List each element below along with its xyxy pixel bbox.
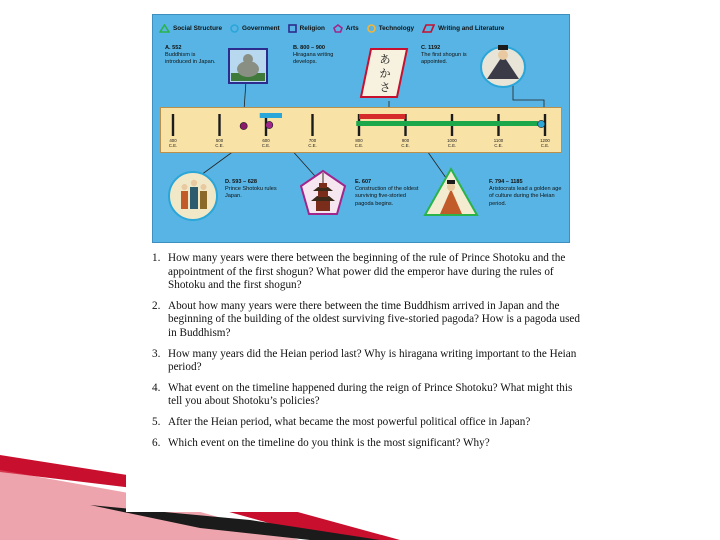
legend-label: Arts [345, 24, 359, 32]
tick-year: 1200 [540, 138, 550, 143]
legend-label: Writing and Literature [438, 24, 505, 32]
tick-year: 700 [308, 138, 317, 143]
event-f [489, 179, 565, 208]
event-a [165, 45, 223, 67]
shogun-image [481, 45, 525, 87]
tick-era: C.E. [401, 143, 410, 148]
event-description: Buddhism is introduced in Japan. [165, 52, 216, 66]
questions-list [152, 252, 582, 457]
timeline-point [538, 120, 545, 127]
question-text: How many years did the Heian period last? Why is hiragana writing important to the Heian period? [168, 347, 577, 374]
legend-label: Government [242, 24, 280, 32]
timeline-span [359, 114, 406, 119]
timeline-panel [152, 14, 570, 243]
event-b [293, 45, 357, 67]
tick-year: 600 [262, 138, 270, 143]
event-date: A. 552 [165, 45, 182, 51]
timeline-tick-label [442, 138, 462, 148]
timeline-tick [172, 114, 174, 136]
event-date: E. 607 [355, 179, 372, 185]
timeline-span [356, 121, 538, 126]
question-text: Which event on the timeline do you think is the most significant? Why? [168, 436, 490, 449]
event-description: Hiragana writing develops. [293, 52, 334, 66]
tick-era: C.E. [261, 143, 271, 148]
tick-era: C.E. [168, 143, 178, 148]
question-item [152, 252, 582, 293]
timeline-span [260, 113, 282, 118]
buddha-image [229, 49, 267, 83]
timeline-tick-label [303, 138, 323, 148]
question-item [152, 416, 582, 430]
timeline-tick [218, 114, 220, 136]
question-text: How many years were there between the beginning of the rule of Prince Shotoku and the appointment of the first shogun? What power did the emperor have during the rules of Shotoku and the first shogun? [168, 252, 566, 292]
question-number: 4. [152, 381, 161, 394]
timeline-point [240, 122, 247, 129]
event-d [225, 179, 277, 201]
legend-label: Religion [299, 24, 325, 32]
event-date: F. 794 – 1185 [489, 179, 523, 185]
tick-year: 1100 [493, 138, 504, 143]
tick-era: C.E. [215, 143, 224, 148]
tick-year: 1000 [447, 138, 457, 143]
hiragana-text [371, 53, 399, 95]
legend-label: Social Structure [173, 24, 223, 32]
event-date: B. 800 – 900 [293, 45, 326, 51]
event-date: D. 593 – 628 [225, 179, 258, 185]
question-number: 2. [152, 299, 161, 312]
question-item [152, 300, 582, 341]
pagoda-image [301, 171, 345, 214]
legend-label: Technology [378, 24, 415, 32]
tick-year: 500 [215, 138, 224, 143]
timeline-tick-label [535, 138, 555, 148]
timeline-tick-label [489, 138, 509, 148]
event-description: Prince Shotoku rules Japan. [225, 186, 277, 200]
question-number: 6. [152, 436, 161, 449]
event-description: Construction of the oldest surviving five-storied pagoda begins. [355, 186, 419, 207]
aristocrat-image [425, 169, 477, 215]
tick-era: C.E. [494, 143, 503, 148]
question-number: 1. [152, 252, 161, 264]
tick-era: C.E. [308, 143, 317, 148]
tick-era: C.E. [540, 143, 550, 148]
timeline-tick-label [163, 138, 183, 148]
event-c [421, 45, 477, 67]
tick-year: 800 [355, 138, 363, 143]
timeline-tick-label [210, 138, 230, 148]
question-text: What event on the timeline happened during the reign of Prince Shotoku? What might this tell you about Shotoku’s policies? [168, 381, 573, 408]
event-e [355, 179, 423, 208]
tick-year: 400 [169, 138, 177, 143]
question-item [152, 437, 582, 451]
question-number: 5. [152, 415, 161, 428]
timeline-point [266, 121, 273, 128]
question-text: About how many years were there between the time Buddhism arrived in Japan and the beginning of the building of the oldest surviving five-storied pagoda? How is a pagoda used in Buddhism? [168, 299, 580, 339]
question-number: 3. [152, 347, 161, 360]
timeline-tick-label [396, 138, 416, 148]
event-description: Aristocrats lead a golden age of culture during the Heian period. [489, 186, 562, 207]
question-text: After the Heian period, what became the most powerful political office in Japan? [168, 415, 531, 428]
event-description: The first shogun is appointed. [421, 52, 467, 66]
tick-era: C.E. [354, 143, 364, 148]
timeline-bar [160, 107, 562, 153]
prince-shotoku-image [169, 172, 217, 220]
timeline-tick [311, 114, 313, 136]
question-item [152, 382, 582, 409]
event-date: C. 1192 [421, 45, 441, 51]
hiragana-characters: あかさ [379, 53, 391, 94]
tick-year: 900 [401, 138, 410, 143]
timeline-tick-label [256, 138, 276, 148]
question-item [152, 348, 582, 375]
timeline-tick-label [349, 138, 369, 148]
tick-era: C.E. [447, 143, 457, 148]
